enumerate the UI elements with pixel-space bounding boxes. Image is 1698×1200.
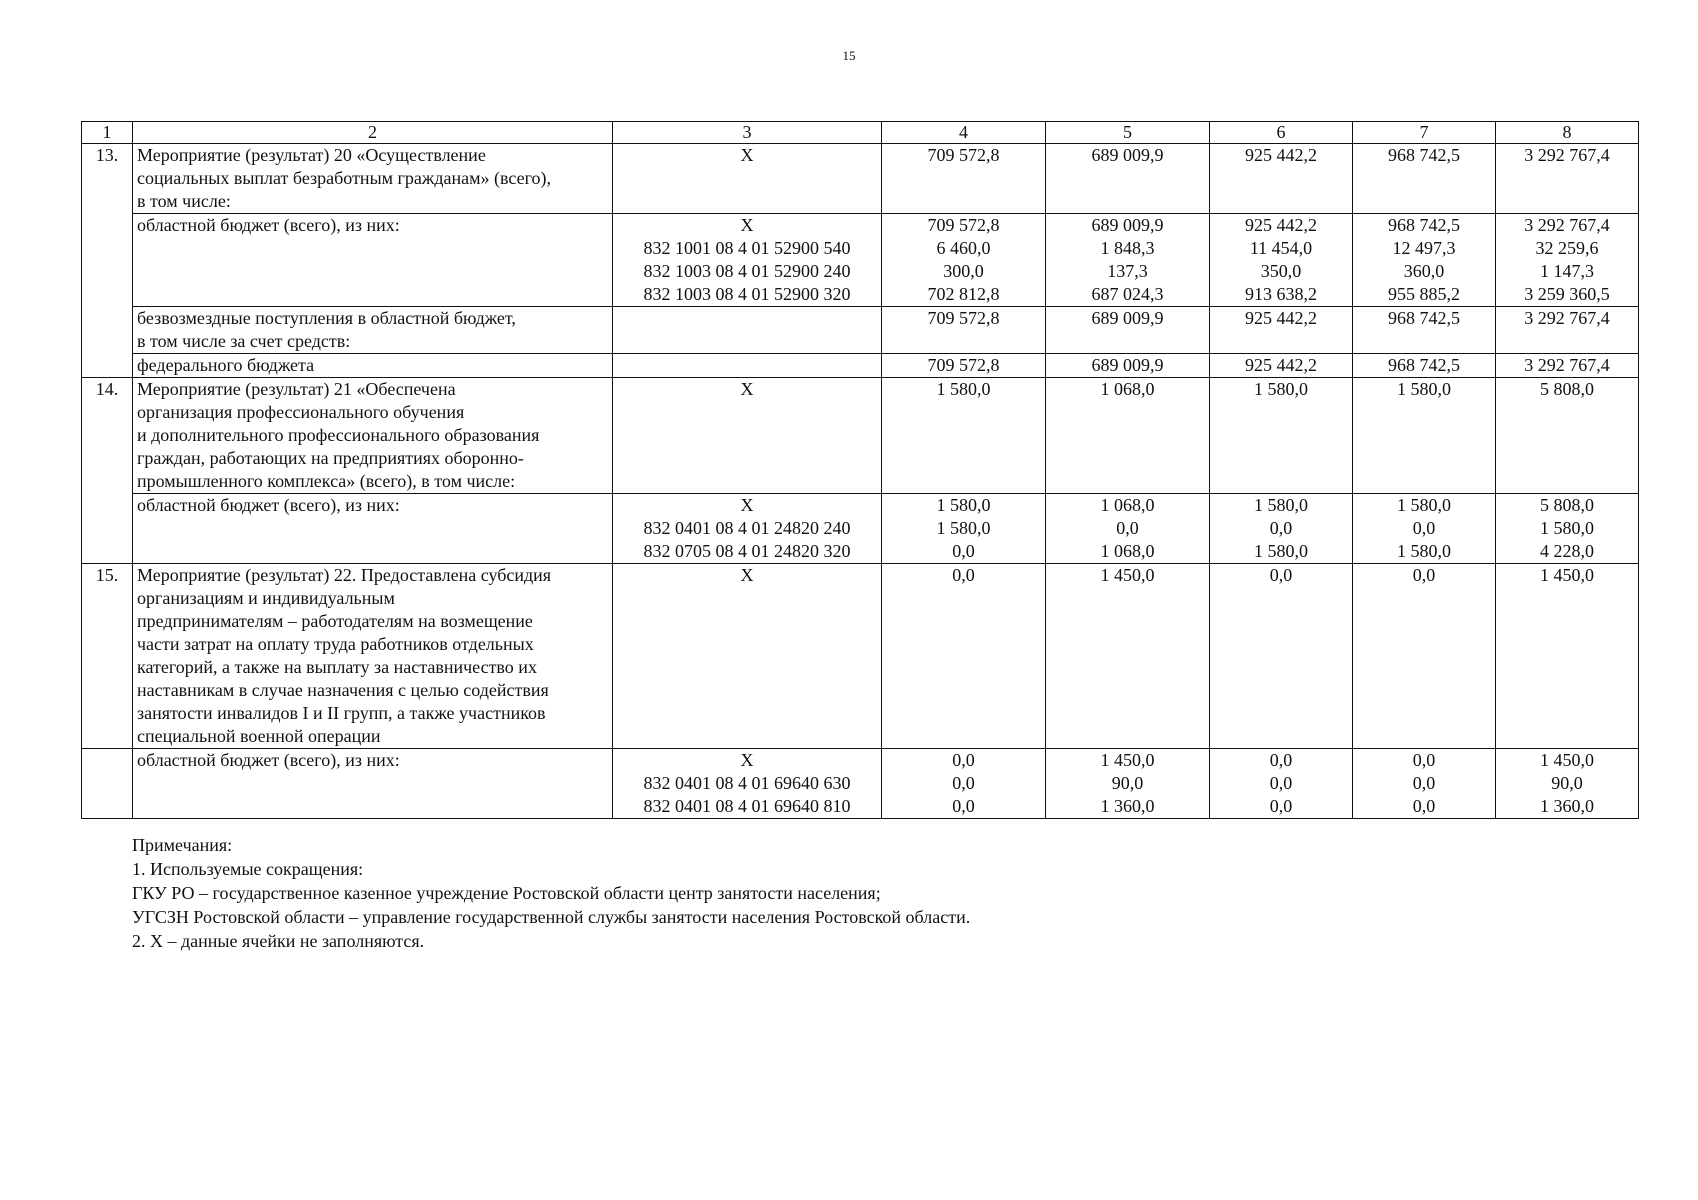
header-cell: 3 bbox=[613, 122, 882, 144]
federal-budget-label: федерального бюджета bbox=[133, 354, 613, 378]
value-cell: 90,0 bbox=[1551, 773, 1583, 793]
regional-budget-label: областной бюджет (всего), из них: bbox=[133, 749, 613, 819]
budget-code: Х bbox=[740, 750, 754, 770]
value-cell: 1 580,0 bbox=[1254, 495, 1308, 515]
value-list bbox=[1353, 494, 1496, 564]
value-cell: 1 450,0 bbox=[1046, 564, 1210, 749]
measure-title bbox=[133, 144, 613, 214]
value-cell: 0,0 bbox=[1353, 564, 1496, 749]
value-list bbox=[882, 749, 1046, 819]
title-line: части затрат на оплату труда работников отдельных bbox=[137, 634, 534, 654]
table-row bbox=[82, 354, 1639, 378]
title-line: социальных выплат безработным гражданам» (всего), bbox=[137, 168, 552, 188]
regional-budget-label: областной бюджет (всего), из них: bbox=[133, 214, 613, 307]
note-line: 2. Х – данные ячейки не заполняются. bbox=[132, 931, 425, 951]
value-cell: 0,0 bbox=[952, 750, 975, 770]
value-cell: 1 580,0 bbox=[1254, 541, 1308, 561]
header-cell: 4 bbox=[882, 122, 1046, 144]
budget-code: Х bbox=[740, 215, 754, 235]
note-line: УГСЗН Ростовской области – управление государственной службы занятости населения Ростовской области. bbox=[132, 907, 971, 927]
value-list bbox=[1353, 214, 1496, 307]
value-cell: 0,0 bbox=[1210, 564, 1353, 749]
value-cell: 925 442,2 bbox=[1245, 215, 1317, 235]
value-cell: 1 450,0 bbox=[1496, 564, 1639, 749]
value-cell: 90,0 bbox=[1111, 773, 1144, 793]
value-cell: 702 812,8 bbox=[927, 284, 1000, 304]
budget-code-list bbox=[613, 214, 882, 307]
title-line: Мероприятие (результат) 20 «Осуществление bbox=[137, 145, 486, 165]
value-cell: 1 068,0 bbox=[1100, 495, 1155, 515]
budget-code: 832 1003 08 4 01 52900 240 bbox=[643, 261, 851, 281]
budget-code: 832 0401 08 4 01 69640 630 bbox=[643, 773, 851, 793]
value-cell: 4 228,0 bbox=[1540, 541, 1594, 561]
value-cell: 1 580,0 bbox=[882, 378, 1046, 494]
value-cell: 0,0 bbox=[1412, 518, 1436, 538]
value-cell: 1 580,0 bbox=[1210, 378, 1353, 494]
title-line: безвозмездные поступления в областной бюджет, bbox=[137, 308, 516, 328]
page-number: 15 bbox=[842, 48, 856, 63]
value-cell: 12 497,3 bbox=[1392, 238, 1456, 258]
value-cell: 689 009,9 bbox=[1046, 307, 1210, 354]
title-line: специальной военной операции bbox=[137, 726, 381, 746]
header-cell: 2 bbox=[133, 122, 613, 144]
value-cell: 3 292 767,4 bbox=[1524, 215, 1610, 235]
value-cell: 968 742,5 bbox=[1353, 307, 1496, 354]
budget-code-list bbox=[613, 749, 882, 819]
header-cell: 5 bbox=[1046, 122, 1210, 144]
value-cell: 11 454,0 bbox=[1249, 238, 1313, 258]
regional-budget-label: областной бюджет (всего), из них: bbox=[133, 494, 613, 564]
value-list bbox=[1496, 494, 1639, 564]
value-cell: 1 068,0 bbox=[1046, 378, 1210, 494]
value-cell: 3 259 360,5 bbox=[1524, 284, 1610, 304]
value-cell: 137,3 bbox=[1107, 261, 1148, 281]
value-cell: 1 848,3 bbox=[1100, 238, 1155, 258]
budget-code: Х bbox=[613, 144, 882, 214]
value-cell: 0,0 bbox=[1269, 750, 1293, 770]
title-line: граждан, работающих на предприятиях оборонно- bbox=[137, 448, 524, 468]
empty-cell bbox=[82, 749, 133, 819]
value-list bbox=[1046, 214, 1210, 307]
table-row bbox=[82, 378, 1639, 494]
value-cell: 0,0 bbox=[952, 796, 975, 816]
notes-heading: Примечания: bbox=[132, 835, 233, 855]
row-number: 15. bbox=[82, 564, 133, 749]
value-cell: 300,0 bbox=[943, 261, 984, 281]
empty-cell bbox=[613, 354, 882, 378]
value-list bbox=[1210, 214, 1353, 307]
value-cell: 1 580,0 bbox=[1353, 378, 1496, 494]
value-list bbox=[1353, 749, 1496, 819]
value-cell: 3 292 767,4 bbox=[1496, 144, 1639, 214]
value-cell: 968 742,5 bbox=[1353, 354, 1496, 378]
budget-code: Х bbox=[740, 495, 754, 515]
value-cell: 689 009,9 bbox=[1046, 354, 1210, 378]
title-line: в том числе: bbox=[137, 191, 231, 211]
value-cell: 32 259,6 bbox=[1535, 238, 1599, 258]
table-row bbox=[82, 307, 1639, 354]
title-line: Мероприятие (результат) 21 «Обеспечена bbox=[137, 379, 456, 399]
table-header-row bbox=[82, 122, 1639, 144]
value-cell: 360,0 bbox=[1403, 261, 1445, 281]
value-cell: 0,0 bbox=[952, 773, 975, 793]
value-list bbox=[1496, 749, 1639, 819]
value-cell: 0,0 bbox=[1269, 518, 1293, 538]
header-cell: 8 bbox=[1496, 122, 1639, 144]
value-cell: 689 009,9 bbox=[1046, 144, 1210, 214]
value-cell: 709 572,8 bbox=[882, 354, 1046, 378]
title-line: предпринимателям – работодателям на возмещение bbox=[137, 611, 533, 631]
header-cell: 7 bbox=[1353, 122, 1496, 144]
value-cell: 709 572,8 bbox=[927, 215, 1000, 235]
table-row bbox=[82, 144, 1639, 214]
empty-cell bbox=[613, 307, 882, 354]
value-cell: 350,0 bbox=[1260, 261, 1302, 281]
budget-code: 832 1001 08 4 01 52900 540 bbox=[643, 238, 851, 258]
value-cell: 925 442,2 bbox=[1210, 144, 1353, 214]
grants-label bbox=[133, 307, 613, 354]
value-list bbox=[1046, 749, 1210, 819]
table-row bbox=[82, 214, 1639, 307]
value-cell: 0,0 bbox=[1412, 773, 1436, 793]
title-line: и дополнительного профессионального образования bbox=[137, 425, 540, 445]
budget-table bbox=[81, 121, 1639, 819]
value-list bbox=[1046, 494, 1210, 564]
title-line: наставникам в случае назначения с целью содействия bbox=[137, 680, 549, 700]
value-list bbox=[882, 214, 1046, 307]
value-cell: 709 572,8 bbox=[882, 307, 1046, 354]
value-cell: 3 292 767,4 bbox=[1496, 307, 1639, 354]
value-cell: 913 638,2 bbox=[1245, 284, 1317, 304]
value-cell: 1 580,0 bbox=[1540, 518, 1594, 538]
value-cell: 1 147,3 bbox=[1540, 261, 1594, 281]
value-cell: 0,0 bbox=[952, 541, 975, 561]
value-cell: 1 360,0 bbox=[1100, 796, 1155, 816]
title-line: в том числе за счет средств: bbox=[137, 331, 351, 351]
title-line: Мероприятие (результат) 22. Предоставлена субсидия bbox=[137, 565, 552, 585]
header-cell: 1 bbox=[82, 122, 133, 144]
measure-title bbox=[133, 564, 613, 749]
value-cell: 1 360,0 bbox=[1540, 796, 1594, 816]
note-line: 1. Используемые сокращения: bbox=[132, 859, 364, 879]
budget-code: Х bbox=[613, 378, 882, 494]
value-cell: 968 742,5 bbox=[1388, 215, 1460, 235]
note-line: ГКУ РО – государственное казенное учреждение Ростовской области центр занятости населения; bbox=[132, 883, 881, 903]
value-list bbox=[1210, 749, 1353, 819]
value-cell: 0,0 bbox=[1269, 796, 1293, 816]
value-cell: 1 068,0 bbox=[1100, 541, 1155, 561]
value-cell: 0,0 bbox=[1116, 518, 1139, 538]
value-cell: 968 742,5 bbox=[1353, 144, 1496, 214]
budget-code: 832 0705 08 4 01 24820 320 bbox=[643, 541, 851, 561]
title-line: промышленного комплекса» (всего), в том числе: bbox=[137, 471, 516, 491]
title-line: организация профессионального обучения bbox=[137, 402, 465, 422]
budget-code: Х bbox=[613, 564, 882, 749]
budget-code: 832 0401 08 4 01 69640 810 bbox=[643, 796, 851, 816]
value-cell: 6 460,0 bbox=[936, 238, 991, 258]
measure-title bbox=[133, 378, 613, 494]
table-row bbox=[82, 749, 1639, 819]
value-cell: 709 572,8 bbox=[882, 144, 1046, 214]
value-cell: 5 808,0 bbox=[1496, 378, 1639, 494]
value-list bbox=[1496, 214, 1639, 307]
value-cell: 0,0 bbox=[882, 564, 1046, 749]
value-cell: 925 442,2 bbox=[1210, 354, 1353, 378]
header-cell: 6 bbox=[1210, 122, 1353, 144]
value-cell: 1 580,0 bbox=[936, 495, 991, 515]
value-cell: 0,0 bbox=[1412, 796, 1436, 816]
budget-code-list bbox=[613, 494, 882, 564]
notes-section bbox=[132, 833, 970, 953]
value-cell: 1 580,0 bbox=[936, 518, 991, 538]
title-line: категорий, а также на выплату за наставничество их bbox=[137, 657, 537, 677]
value-list bbox=[1210, 494, 1353, 564]
value-cell: 925 442,2 bbox=[1210, 307, 1353, 354]
value-cell: 0,0 bbox=[1269, 773, 1293, 793]
value-cell: 1 580,0 bbox=[1397, 495, 1451, 515]
budget-code: 832 1003 08 4 01 52900 320 bbox=[643, 284, 851, 304]
title-line: организациям и индивидуальным bbox=[137, 588, 395, 608]
row-number: 13. bbox=[82, 144, 133, 378]
value-cell: 1 450,0 bbox=[1100, 750, 1155, 770]
value-cell: 5 808,0 bbox=[1540, 495, 1594, 515]
value-list bbox=[882, 494, 1046, 564]
title-line: занятости инвалидов I и II групп, а также участников bbox=[137, 703, 546, 723]
value-cell: 687 024,3 bbox=[1091, 284, 1164, 304]
table-row bbox=[82, 494, 1639, 564]
value-cell: 1 450,0 bbox=[1540, 750, 1594, 770]
budget-code: 832 0401 08 4 01 24820 240 bbox=[643, 518, 851, 538]
value-cell: 0,0 bbox=[1412, 750, 1436, 770]
value-cell: 689 009,9 bbox=[1091, 215, 1164, 235]
value-cell: 955 885,2 bbox=[1388, 284, 1460, 304]
value-cell: 1 580,0 bbox=[1397, 541, 1451, 561]
value-cell: 3 292 767,4 bbox=[1496, 354, 1639, 378]
row-number: 14. bbox=[82, 378, 133, 564]
table-row bbox=[82, 564, 1639, 749]
